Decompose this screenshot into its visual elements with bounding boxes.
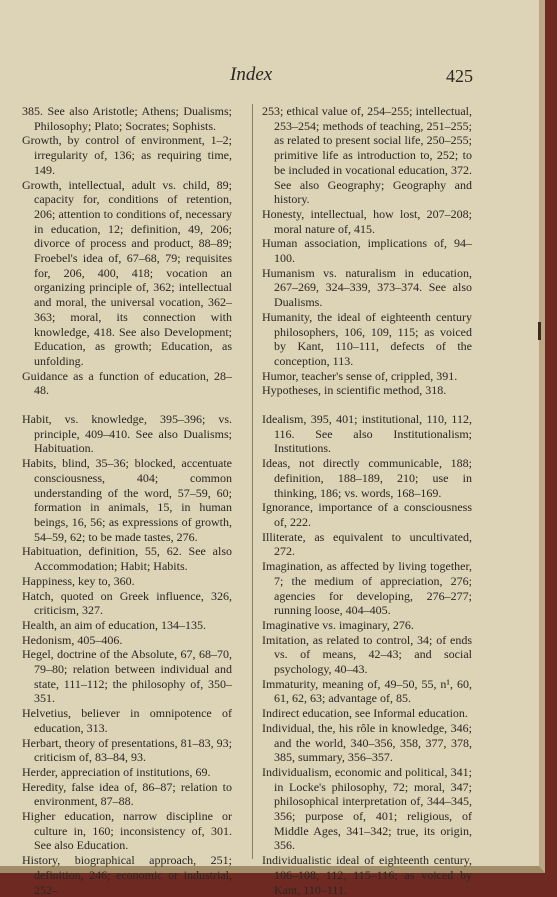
index-entry: Ideas, not directly communicable, 188; definition, 188–189, 210; use in thinking, 186; vs. words, 168–169. xyxy=(262,456,472,500)
index-entry: Imagination, as affected by living together, 7; the medium of appreciation, 276; agencies for developing, 276–277; running loose, 404–405. xyxy=(262,559,472,618)
index-entry: Growth, intellectual, adult vs. child, 89; capacity for, conditions of retention, 206; attention to conditions of, necessary in education, 12; definition, 49, 206; divorce of process and product, 88–89; Froebel's idea of, 67–68, 79; requisites for, 206, 400, 418; vocation an organizing principle of, 362; intellectual and moral, the universal vocation, 362–363; moral, its connection with knowledge, 418. See also Development; Education, as growth; Education, as unfolding. xyxy=(22,177,232,368)
index-entry: Humanism vs. naturalism in education, 267–269, 324–339, 373–374. See also Dualisms. xyxy=(262,265,472,310)
index-entry: Hypotheses, in scientific method, 318. xyxy=(262,383,447,398)
index-entry: Individualistic ideal of eighteenth century, 106–108, 112, 115–116; as voiced by Kant, 110–111. xyxy=(262,853,472,897)
index-entry: Immaturity, meaning of, 49–50, 55, n¹, 60, 61, 62, 63; advantage of, 85. xyxy=(262,676,472,706)
index-column-right xyxy=(262,104,472,897)
index-entry: Illiterate, as equivalent to uncultivated, 272. xyxy=(262,529,472,559)
index-entry: Humor, teacher's sense of, crippled, 391. xyxy=(262,368,458,383)
page-number: 425 xyxy=(446,66,473,86)
index-entry: Habituation, definition, 55, 62. See also Accommodation; Habit; Habits. xyxy=(22,544,232,574)
margin-mark xyxy=(538,322,541,340)
index-entry: Herbart, theory of presentations, 81–83, 93; criticism of, 83–84, 93. xyxy=(22,735,232,765)
index-entry: History, biographical approach, 251; definition, 246; economic or industrial, 252– xyxy=(22,853,232,897)
index-entry: Heredity, false idea of, 86–87; relation to environment, 87–88. xyxy=(22,779,232,809)
index-entry: Indirect education, see Informal education. xyxy=(262,706,468,721)
running-title: Index xyxy=(230,64,273,85)
index-entry: Happiness, key to, 360. xyxy=(22,573,135,588)
index-entry: Health, an aim of education, 134–135. xyxy=(22,617,206,632)
index-entry: Imaginative vs. imaginary, 276. xyxy=(262,617,414,632)
index-entry: Individual, the, his rôle in knowledge, 346; and the world, 340–356, 358, 377, 378, 385, summary, 356–357. xyxy=(262,720,472,765)
index-entry: Honesty, intellectual, how lost, 207–208; moral nature of, 415. xyxy=(262,206,472,236)
index-entry: Higher education, narrow discipline or culture in, 160; inconsistency of, 301. See also Education. xyxy=(22,809,232,853)
index-entry: Individualism, economic and political, 341; in Locke's philosophy, 72; moral, 347; philosophical interpretation of, 344–345, 356; purpose of, 401; religious, of Middle Ages, 341–342; true, its origin, 356. xyxy=(262,764,472,853)
index-entry: Ignorance, importance of a consciousness of, 222. xyxy=(262,500,472,529)
index-entry: Humanity, the ideal of eighteenth century philosophers, 106, 109, 115; as voiced by Kant, 110–111, defects of the conception, 113. xyxy=(262,309,472,368)
index-entry: Growth, by control of environment, 1–2; irregularity of, 136; as requiring time, 149. xyxy=(22,133,232,177)
index-entry: Imitation, as related to control, 34; of ends vs. of means, 42–43; and social psychology, 40–43. xyxy=(262,632,472,677)
index-entry: Helvetius, believer in omnipotence of education, 313. xyxy=(22,706,232,735)
index-entry: Human association, implications of, 94–100. xyxy=(262,236,472,266)
index-column-left xyxy=(22,104,232,897)
index-entry: Hegel, doctrine of the Absolute, 67, 68–70, 79–80; relation between individual and state, 111–112; the philosophy of, 350–351. xyxy=(22,647,232,706)
index-entry: Hedonism, 405–406. xyxy=(22,632,123,647)
index-entry: Habit, vs. knowledge, 395–396; vs. principle, 409–410. See also Dualisms; Habituation. xyxy=(22,412,232,456)
index-entry: Hatch, quoted on Greek influence, 326, criticism, 327. xyxy=(22,588,232,618)
index-entry: Herder, appreciation of institutions, 69. xyxy=(22,764,211,779)
index-entry: Guidance as a function of education, 28–48. xyxy=(22,368,232,398)
page-header xyxy=(0,64,545,88)
index-entry: Idealism, 395, 401; institutional, 110, 112, 116. See also Institutionalism; Institutions. xyxy=(262,412,472,456)
index-entry: 253; ethical value of, 254–255; intellectual, 253–254; methods of teaching, 251–255; as related to present social life, 250–255; primitive life as introduction to, 252; to be included in vocational education, 372. See also Geography; Geography and history. xyxy=(262,104,472,207)
column-divider xyxy=(252,104,253,859)
index-entry: Habits, blind, 35–36; blocked, accentuate consciousness, 404; common understanding of the word, 57–59, 60; formation in animals, 15, in human beings, 16, 56; as expressions of growth, 54–59, 62; to be made tastes, 276. xyxy=(22,456,232,544)
index-entry: 385. See also Aristotle; Athens; Dualisms; Philosophy; Plato; Socrates; Sophists. xyxy=(22,104,232,133)
